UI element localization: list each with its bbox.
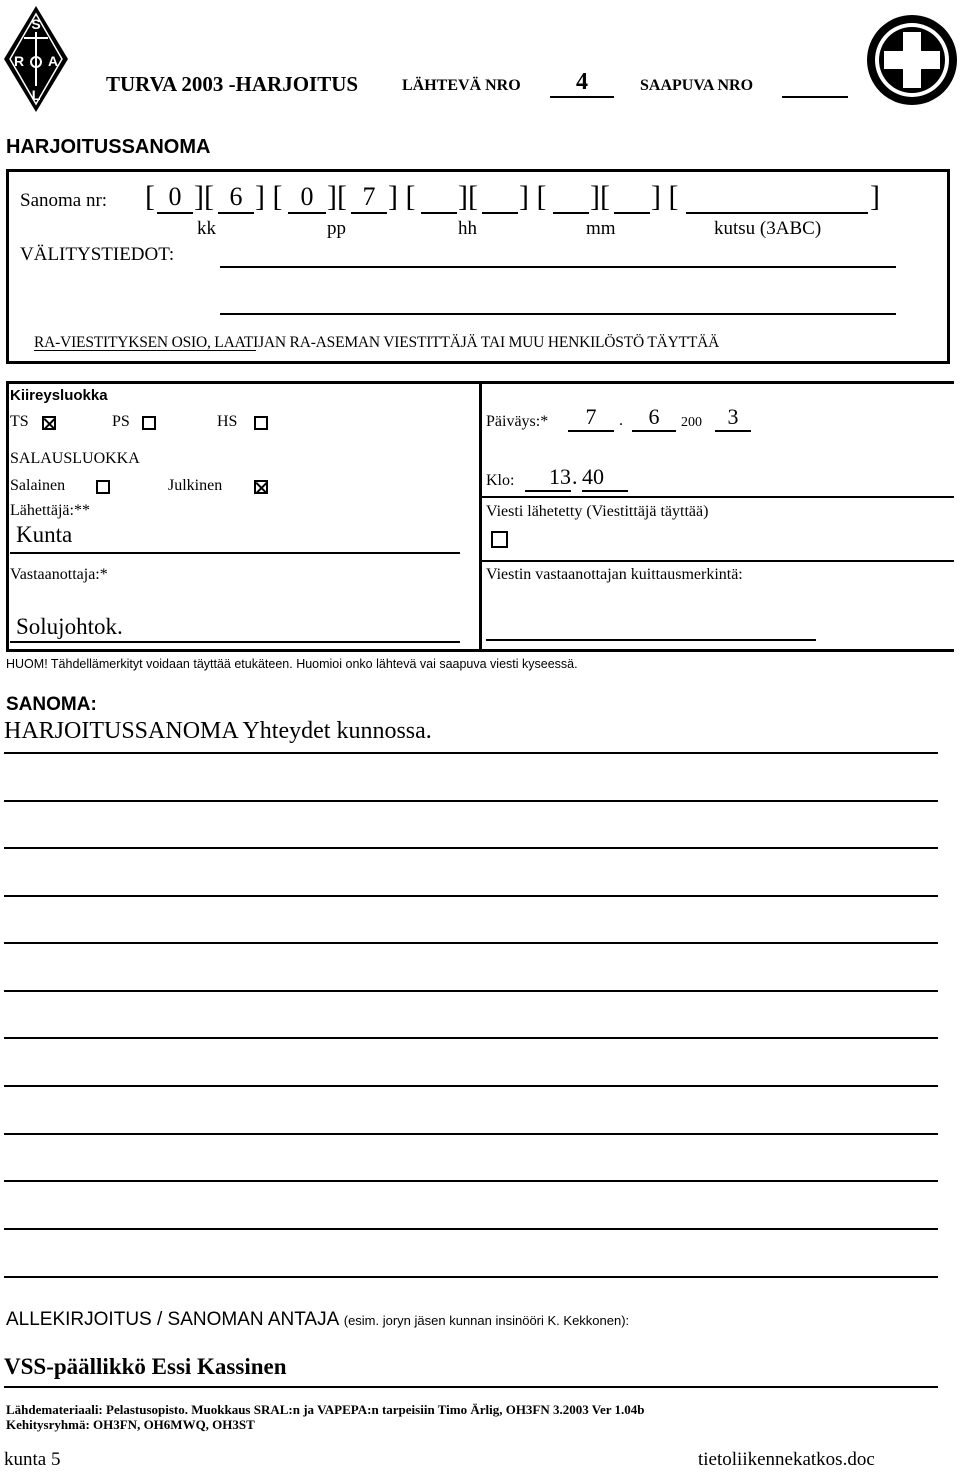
- bracket-sep: ][: [327, 180, 347, 213]
- receiver-value[interactable]: Solujohtok.: [16, 614, 123, 639]
- date-month-field[interactable]: 6: [632, 404, 676, 432]
- note-text: HUOM! Tähdellämerkityt voidaan täyttää etukäteen. Huomioi onko lähtevä vai saapuva viesti kyseessä.: [6, 657, 578, 671]
- message-line-12[interactable]: [4, 1276, 938, 1278]
- bracket-sep: ][: [458, 180, 478, 213]
- message-line-9[interactable]: [4, 1133, 938, 1135]
- time-label: Klo:: [486, 472, 515, 489]
- ra-right-row-line-1: [480, 496, 954, 498]
- relay-field-2[interactable]: [220, 313, 896, 315]
- sent-label: Viesti lähetetty (Viestittäjä täyttää): [486, 503, 709, 520]
- bracket-sep: ] [: [519, 180, 547, 213]
- message-line-3[interactable]: [4, 847, 938, 849]
- signature-line: [4, 1386, 938, 1388]
- credits-line-1: Lähdemateriaali: Pelastusopisto. Muokkaus SRAL:n ja VAPEPA:n tarpeisiin Timo Ärlig, OH3FN 3.2003 Ver 1.04b: [6, 1402, 645, 1417]
- receiver-field-line: [10, 641, 460, 643]
- bracket-open: [: [145, 180, 155, 213]
- digit-field-1[interactable]: 0: [157, 182, 193, 214]
- digit-field-5[interactable]: [421, 182, 457, 214]
- message-line-1[interactable]: [4, 752, 938, 754]
- ra-details-divider: [479, 381, 482, 652]
- digit-field-2[interactable]: 6: [218, 182, 254, 214]
- receiver-label: Vastaanottaja:*: [10, 566, 108, 583]
- logo-letter-l: L: [31, 87, 41, 103]
- outgoing-number-label: LÄHTEVÄ NRO: [402, 77, 521, 94]
- time-minutes-field[interactable]: 40: [582, 464, 628, 492]
- outgoing-number-field[interactable]: 4: [550, 68, 614, 98]
- time-separator: .: [572, 464, 578, 489]
- bracket-sep: ] [: [388, 180, 416, 213]
- sral-logo: [2, 4, 70, 114]
- signature-value[interactable]: VSS-päällikkö Essi Kassinen: [4, 1354, 287, 1379]
- bracket-sep: ][: [194, 180, 214, 213]
- digit-field-7[interactable]: [553, 182, 589, 214]
- receipt-label: Viestin vastaanottajan kuittausmerkintä:: [486, 566, 743, 583]
- signature-hint: (esim. joryn jäsen kunnan insinööri K. Kekkonen):: [343, 1313, 630, 1328]
- ra-note-underline: [34, 350, 256, 351]
- message-line-2[interactable]: [4, 800, 938, 802]
- credits-line-2: Kehitysryhmä: OH3FN, OH6MWQ, OH3ST: [6, 1417, 255, 1432]
- relay-field-1[interactable]: [220, 266, 896, 268]
- message-line-10[interactable]: [4, 1180, 938, 1182]
- sent-checkbox[interactable]: [491, 531, 508, 548]
- time-hours-field[interactable]: 13: [525, 464, 571, 492]
- date-day-field[interactable]: 7: [568, 404, 614, 432]
- sublabel-month: kk: [197, 218, 216, 239]
- digit-field-6[interactable]: [482, 182, 518, 214]
- bracket-sep: ][: [590, 180, 610, 213]
- incoming-number-label: SAAPUVA NRO: [640, 77, 754, 94]
- priority-hs-label: HS: [217, 413, 238, 430]
- incoming-number-field[interactable]: [782, 68, 848, 98]
- first-aid-cross-icon: [866, 14, 958, 106]
- priority-ps-checkbox[interactable]: [142, 416, 156, 430]
- priority-hs-checkbox[interactable]: [254, 416, 268, 430]
- priority-ts-checkbox[interactable]: [42, 416, 56, 430]
- signature-label-row: [6, 1309, 629, 1331]
- sender-label: Lähettäjä:**: [10, 502, 90, 519]
- classification-public-checkbox[interactable]: [254, 480, 268, 494]
- sender-value[interactable]: Kunta: [16, 522, 73, 547]
- message-line-4[interactable]: [4, 895, 938, 897]
- sublabel-call-sign: kutsu (3ABC): [714, 218, 822, 239]
- date-year-field[interactable]: 3: [715, 404, 751, 432]
- relay-label: VÄLITYSTIEDOT:: [20, 244, 175, 265]
- digit-field-8[interactable]: [614, 182, 650, 214]
- classification-label: SALAUSLUOKKA: [10, 450, 140, 467]
- call-sign-field[interactable]: [686, 182, 868, 214]
- sublabel-minute: mm: [586, 218, 616, 239]
- receipt-field-line[interactable]: [486, 639, 816, 641]
- message-line-5[interactable]: [4, 942, 938, 944]
- digit-field-4[interactable]: 7: [351, 182, 387, 214]
- classification-secret-checkbox[interactable]: [96, 480, 110, 494]
- date-year-prefix: 200: [681, 415, 702, 430]
- bracket-sep: ] [: [651, 180, 679, 213]
- message-line-11[interactable]: [4, 1228, 938, 1230]
- ra-right-row-line-2: [480, 560, 954, 562]
- footer-left: kunta 5: [4, 1449, 61, 1470]
- classification-secret-label: Salainen: [10, 477, 66, 494]
- bracket-close: ]: [870, 180, 880, 213]
- message-line-6[interactable]: [4, 990, 938, 992]
- message-text[interactable]: HARJOITUSSANOMA Yhteydet kunnossa.: [4, 718, 432, 744]
- message-line-8[interactable]: [4, 1085, 938, 1087]
- message-line-7[interactable]: [4, 1037, 938, 1039]
- sublabel-day: pp: [327, 218, 346, 239]
- ra-section-note: RA-VIESTITYKSEN OSIO, LAATIJAN RA-ASEMAN VIESTITTÄJÄ TAI MUU HENKILÖSTÖ TÄYTTÄÄ: [34, 334, 720, 351]
- date-separator: .: [619, 412, 623, 429]
- section-title: HARJOITUSSANOMA: [6, 136, 211, 158]
- logo-letter-r: R: [13, 53, 25, 69]
- digit-field-3[interactable]: 0: [288, 182, 326, 214]
- classification-public-label: Julkinen: [168, 477, 223, 494]
- sublabel-hour: hh: [458, 218, 477, 239]
- message-number-label: Sanoma nr:: [20, 190, 108, 211]
- footer-right: tietoliikennekatkos.doc: [698, 1449, 875, 1470]
- form-title: TURVA 2003 -HARJOITUS: [106, 72, 359, 96]
- logo-letter-a: A: [47, 53, 59, 69]
- bracket-sep: ] [: [255, 180, 283, 213]
- signature-label: ALLEKIRJOITUS / SANOMAN ANTAJA: [6, 1309, 340, 1330]
- message-label: SANOMA:: [6, 694, 97, 715]
- priority-ts-label: TS: [10, 413, 29, 430]
- sender-field-line: [10, 552, 460, 554]
- logo-letter-s: S: [31, 16, 41, 32]
- date-label: Päiväys:*: [486, 413, 549, 430]
- priority-ps-label: PS: [112, 413, 130, 430]
- priority-label: Kiireysluokka: [10, 387, 108, 404]
